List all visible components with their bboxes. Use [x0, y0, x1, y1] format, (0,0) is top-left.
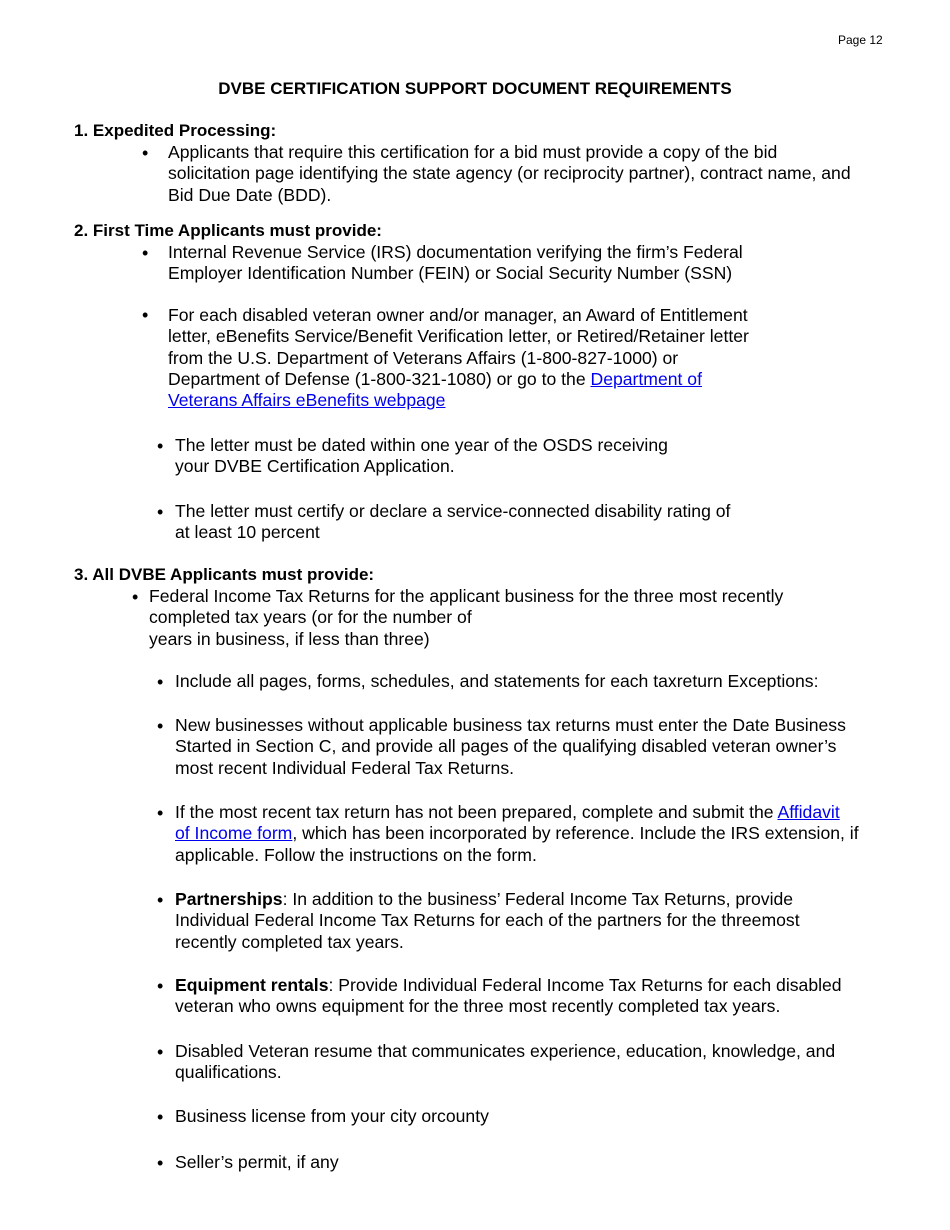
section3-sub1 — [175, 671, 819, 692]
text-segment: , which has been incorporated by reference. Include the IRS extension, if — [292, 823, 859, 844]
text-line: recently completed tax years. — [175, 931, 404, 952]
section3-sub2 — [175, 715, 846, 779]
bullet-marker: • — [142, 243, 149, 263]
section3-sub5 — [175, 975, 842, 1018]
text-line: New businesses without applicable business tax returns must enter the Date Business — [175, 715, 846, 735]
text-line — [168, 390, 749, 411]
text-line: Seller’s permit, if any — [175, 1152, 339, 1172]
text-line: Include all pages, forms, schedules, and statements for each taxreturn Exceptions: — [175, 671, 819, 691]
page-number: Page 12 — [838, 33, 883, 47]
text-line: Individual Federal Income Tax Returns for each of the partners for the threemost — [175, 910, 800, 931]
text-line: veteran who owns equipment for the three most recently completed tax years. — [175, 996, 781, 1017]
text-line: The letter must be dated within one year of the OSDS receiving — [175, 435, 668, 455]
text-line: Employer Identification Number (FEIN) or Social Security Number (SSN) — [168, 263, 733, 284]
section2-bullet2 — [168, 305, 749, 411]
partnerships-label: Partnerships — [175, 889, 283, 909]
equipment-rentals-label: Equipment rentals — [175, 975, 329, 995]
bullet-marker: • — [157, 716, 164, 736]
affidavit-of-income-link[interactable]: Affidavit — [777, 802, 840, 822]
text-line: from the U.S. Department of Veterans Affairs (1-800-827-1000) or — [168, 347, 679, 368]
text-line: letter, eBenefits Service/Benefit Verification letter, or Retired/Retainer letter — [168, 326, 749, 347]
text-line: your DVBE Certification Application. — [175, 456, 455, 477]
text-line — [168, 369, 749, 390]
affidavit-of-income-link-cont[interactable]: of Income form — [175, 823, 293, 844]
section3-bullet1 — [149, 586, 783, 650]
section2-bullet1 — [168, 242, 743, 285]
text-line: For each disabled veteran owner and/or manager, an Award of Entitlement — [168, 305, 748, 325]
veterans-affairs-link-cont[interactable]: Veterans Affairs eBenefits webpage — [168, 390, 446, 411]
veterans-affairs-link[interactable]: Department of — [590, 368, 702, 389]
text-line: Started in Section C, and provide all pages of the qualifying disabled veteran owner’s — [175, 736, 837, 757]
section3-sub4 — [175, 889, 800, 953]
section1-bullet1 — [168, 142, 851, 206]
text-line: qualifications. — [175, 1062, 282, 1083]
text-line: at least 10 percent — [175, 522, 320, 543]
text-line — [175, 802, 859, 823]
text-segment: : Provide Individual Federal Income Tax Returns for each disabled — [328, 975, 842, 995]
text-line: Applicants that require this certification for a bid must provide a copy of the bid — [168, 142, 778, 162]
text-line: years in business, if less than three) — [149, 628, 430, 649]
text-line: Federal Income Tax Returns for the applicant business for the three most recently — [149, 586, 784, 606]
bullet-marker: • — [157, 672, 164, 692]
text-line: solicitation page identifying the state agency (or reciprocity partner), contract name, and — [168, 163, 851, 184]
bullet-marker: • — [142, 305, 149, 325]
text-line — [175, 975, 842, 996]
text-line: The letter must certify or declare a service-connected disability rating of — [175, 501, 731, 521]
bullet-marker: • — [132, 587, 139, 607]
section1-heading: 1. Expedited Processing: — [74, 121, 277, 140]
text-line: most recent Individual Federal Tax Returns. — [175, 757, 515, 778]
bullet-marker: • — [157, 1042, 164, 1062]
section2-sub1 — [175, 435, 668, 478]
section3-sub7 — [175, 1106, 489, 1127]
bullet-marker: • — [142, 143, 149, 163]
bullet-marker: • — [157, 890, 164, 910]
bullet-marker: • — [157, 976, 164, 996]
text-segment: : In addition to the business’ Federal Income Tax Returns, provide — [282, 889, 794, 909]
bullet-marker: • — [157, 436, 164, 456]
section3-heading: 3. All DVBE Applicants must provide: — [74, 565, 375, 584]
bullet-marker: • — [157, 803, 164, 823]
text-line — [175, 889, 800, 910]
text-segment: If the most recent tax return has not been prepared, complete and submit the — [175, 802, 778, 822]
bullet-marker: • — [157, 1107, 164, 1127]
section2-heading: 2. First Time Applicants must provide: — [74, 221, 382, 240]
text-line: Business license from your city orcounty — [175, 1106, 489, 1126]
text-line: completed tax years (or for the number of — [149, 607, 472, 628]
section2-sub2 — [175, 501, 730, 544]
page-title: DVBE CERTIFICATION SUPPORT DOCUMENT REQUIREMENTS — [218, 79, 732, 98]
section3-sub6 — [175, 1041, 835, 1084]
text-line: Disabled Veteran resume that communicates experience, education, knowledge, and — [175, 1041, 836, 1061]
text-line: applicable. Follow the instructions on the form. — [175, 844, 537, 865]
text-line: Internal Revenue Service (IRS) documentation verifying the firm’s Federal — [168, 242, 743, 262]
bullet-marker: • — [157, 1153, 164, 1173]
section3-sub3 — [175, 802, 859, 866]
section3-sub8 — [175, 1152, 339, 1173]
bullet-marker: • — [157, 502, 164, 522]
text-segment: Department of Defense (1-800-321-1080) or go to the — [168, 368, 591, 389]
text-line: Bid Due Date (BDD). — [168, 184, 332, 205]
text-line — [175, 823, 859, 844]
